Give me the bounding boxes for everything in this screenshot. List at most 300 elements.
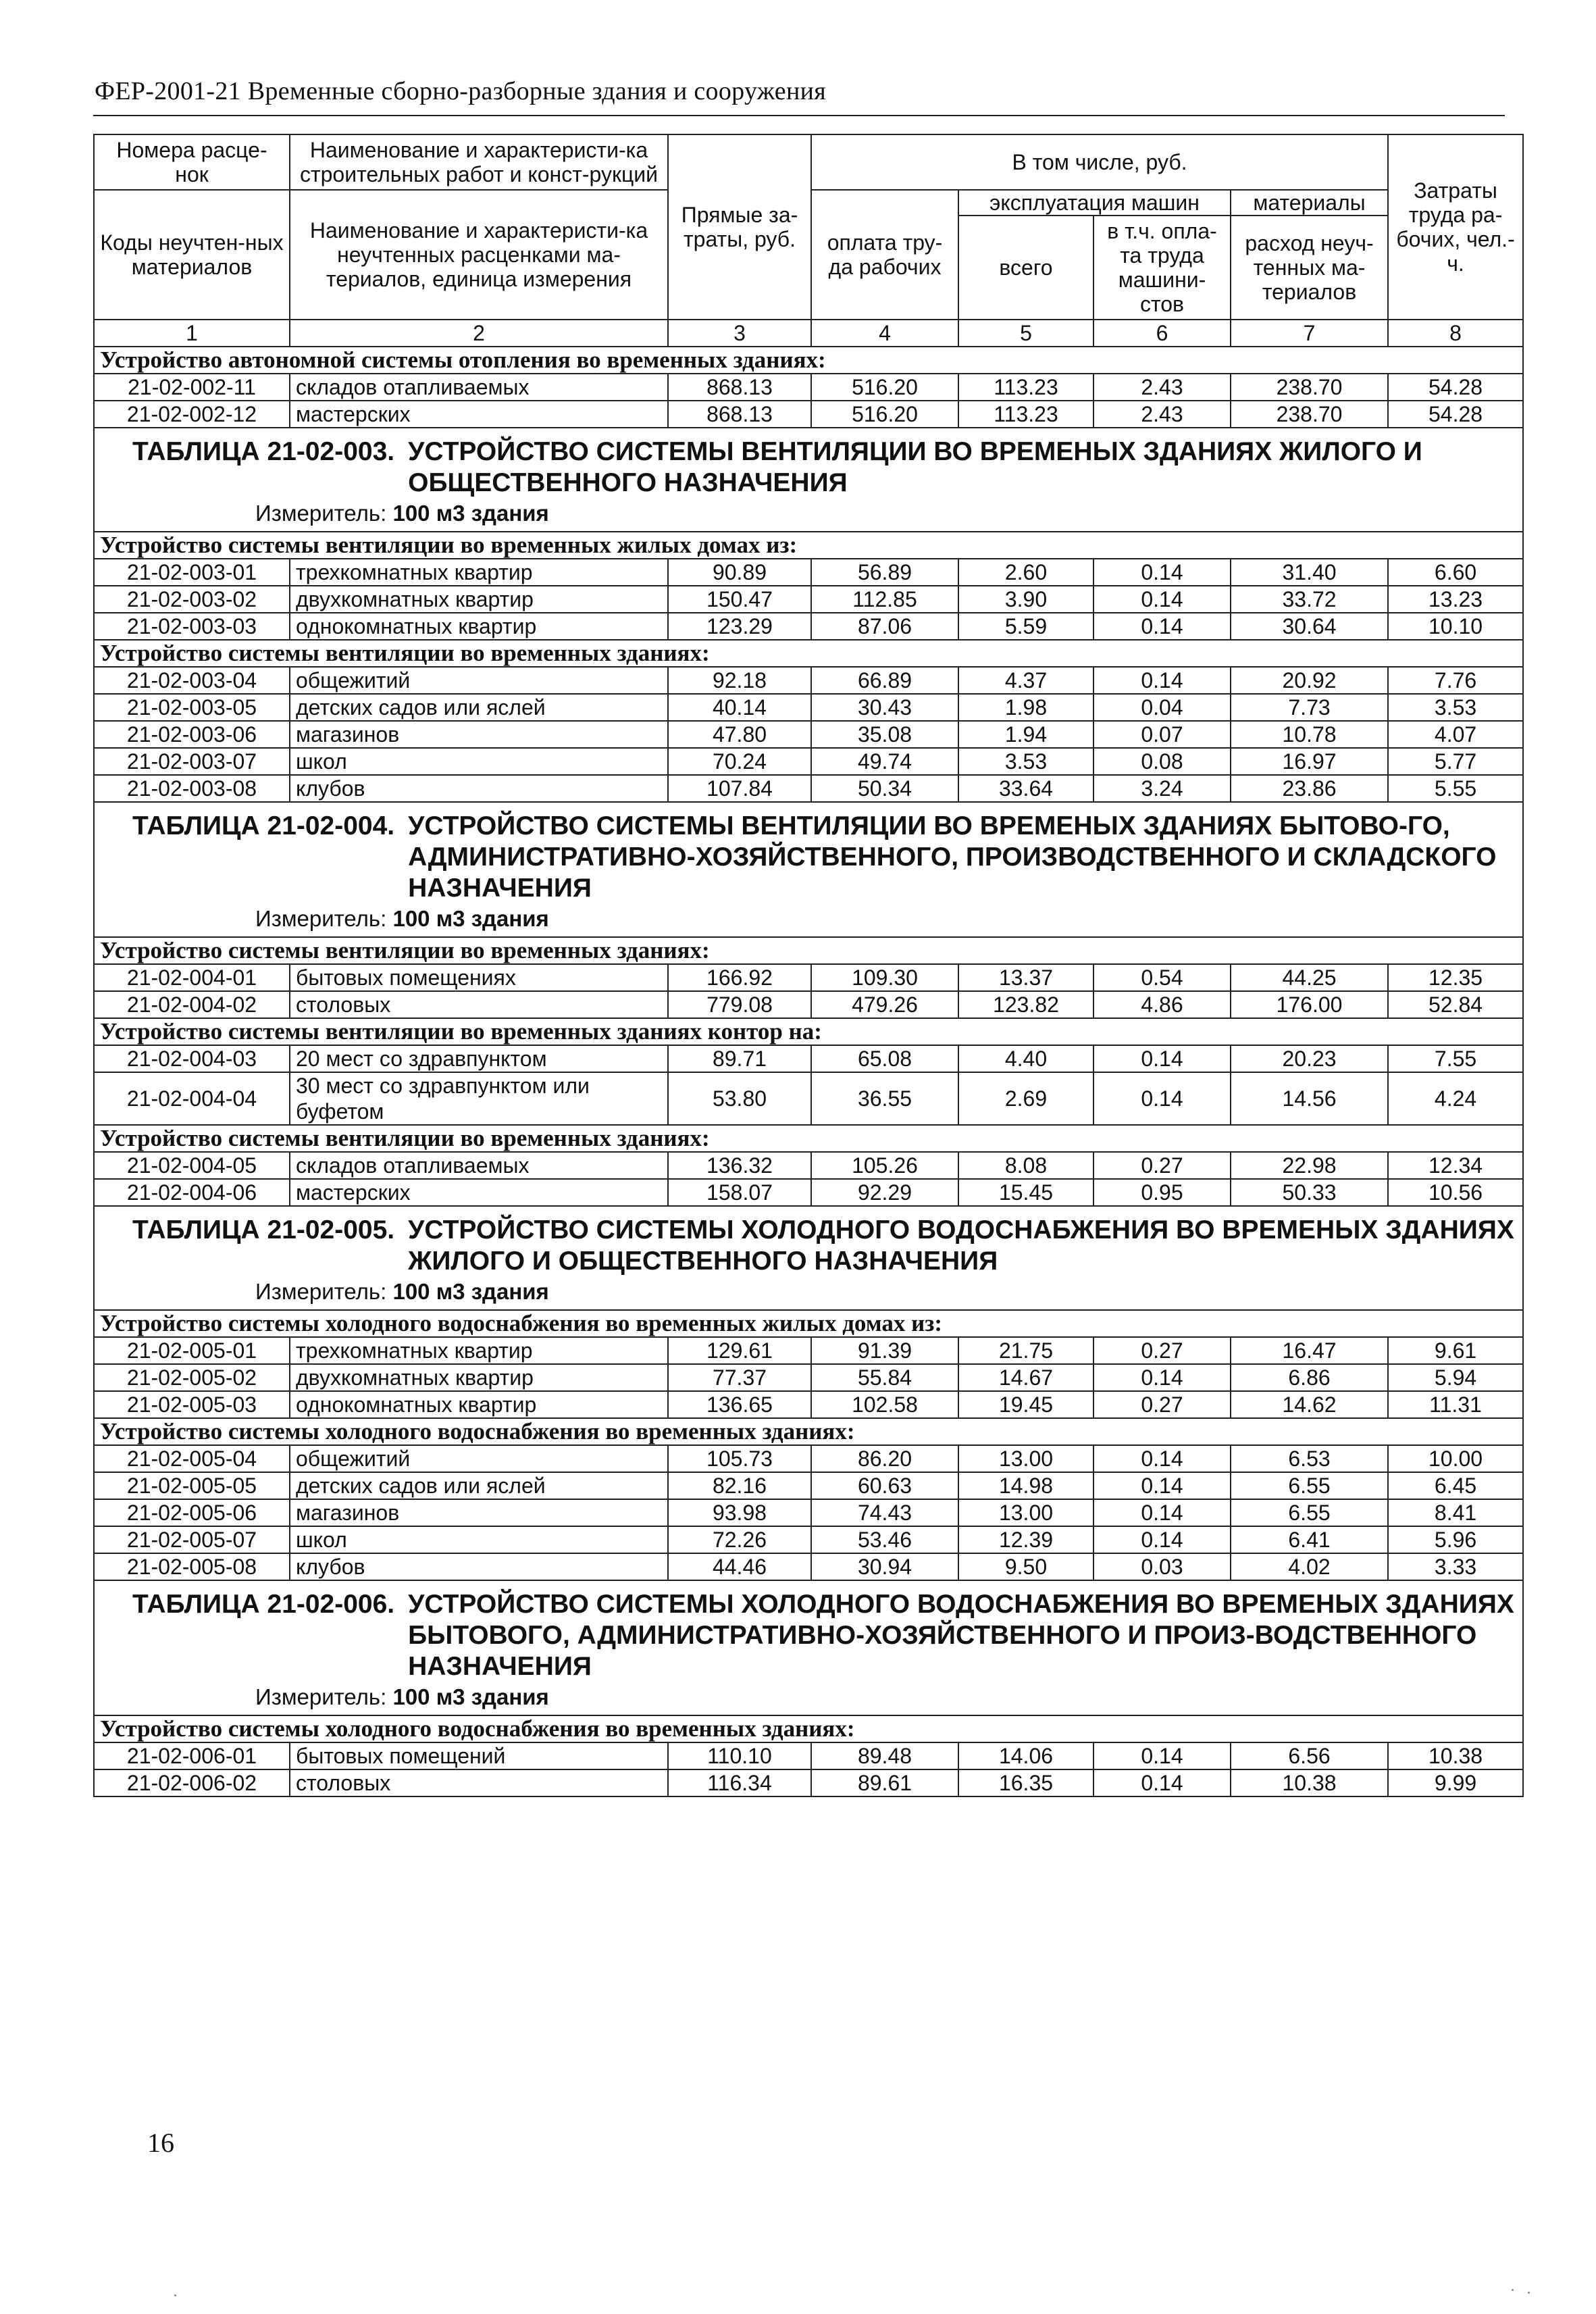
- rate-code-cell: 21-02-005-03: [94, 1391, 290, 1418]
- section-heading-row: [94, 1125, 1523, 1152]
- rate-code-cell: 21-02-004-02: [94, 991, 290, 1018]
- work-name-cell: школ: [290, 1526, 668, 1553]
- machinist-pay-cell: 0.14: [1093, 1742, 1231, 1769]
- labor-hours-cell: 5.94: [1388, 1364, 1523, 1391]
- machinist-pay-cell: 0.27: [1093, 1152, 1231, 1179]
- work-name-cell: клубов: [290, 775, 668, 802]
- labor-pay-cell: 87.06: [811, 613, 958, 640]
- labor-pay-cell: 55.84: [811, 1364, 958, 1391]
- labor-pay-cell: 109.30: [811, 964, 958, 991]
- machinist-pay-cell: 0.27: [1093, 1391, 1231, 1418]
- col-direct-cost-header: Прямые за-траты, руб.: [668, 134, 811, 320]
- direct-cost-cell: 110.10: [668, 1742, 811, 1769]
- work-name-cell: двухкомнатных квартир: [290, 586, 668, 613]
- direct-cost-cell: 779.08: [668, 991, 811, 1018]
- table-row: [94, 1499, 1523, 1526]
- rate-code-cell: 21-02-003-06: [94, 721, 290, 748]
- section-heading: Устройство системы холодного водоснабжения во временных зданиях:: [94, 1418, 1523, 1445]
- section-heading-row: [94, 1018, 1523, 1045]
- section-heading-row: [94, 1310, 1523, 1337]
- machines-cell: 2.60: [958, 559, 1093, 586]
- machines-cell: 14.06: [958, 1742, 1093, 1769]
- materials-cell: 6.53: [1231, 1445, 1388, 1472]
- materials-cell: 33.72: [1231, 586, 1388, 613]
- labor-pay-cell: 65.08: [811, 1045, 958, 1072]
- rate-code-cell: 21-02-005-06: [94, 1499, 290, 1526]
- materials-cell: 238.70: [1231, 401, 1388, 428]
- column-number: 7: [1231, 320, 1388, 347]
- labor-hours-cell: 12.35: [1388, 964, 1523, 991]
- machines-cell: 123.82: [958, 991, 1093, 1018]
- materials-cell: 238.70: [1231, 374, 1388, 401]
- work-name-cell: столовых: [290, 1769, 668, 1796]
- materials-cell: 23.86: [1231, 775, 1388, 802]
- machines-cell: 13.00: [958, 1499, 1093, 1526]
- measurement-value: 100 м3 здания: [392, 906, 549, 931]
- labor-hours-cell: 9.61: [1388, 1337, 1523, 1364]
- table-title-label: ТАБЛИЦА 21-02-003.: [132, 437, 395, 466]
- page-number: 16: [147, 2128, 174, 2158]
- table-title-row: [94, 428, 1523, 532]
- machinist-pay-cell: 3.24: [1093, 775, 1231, 802]
- labor-pay-cell: 74.43: [811, 1499, 958, 1526]
- labor-hours-cell: 10.00: [1388, 1445, 1523, 1472]
- section-heading-row: [94, 347, 1523, 374]
- machines-cell: 113.23: [958, 374, 1093, 401]
- machines-cell: 12.39: [958, 1526, 1093, 1553]
- labor-hours-cell: 11.31: [1388, 1391, 1523, 1418]
- table-title-cell: [94, 428, 1523, 532]
- materials-cell: 6.55: [1231, 1499, 1388, 1526]
- section-heading: Устройство системы вентиляции во временных зданиях:: [94, 937, 1523, 964]
- machinist-pay-cell: 0.95: [1093, 1179, 1231, 1206]
- section-heading-row: [94, 937, 1523, 964]
- labor-pay-cell: 89.48: [811, 1742, 958, 1769]
- direct-cost-cell: 92.18: [668, 667, 811, 694]
- direct-cost-cell: 136.32: [668, 1152, 811, 1179]
- rate-code-cell: 21-02-004-03: [94, 1045, 290, 1072]
- work-name-cell: клубов: [290, 1553, 668, 1580]
- table-row: [94, 1553, 1523, 1580]
- materials-cell: 20.23: [1231, 1045, 1388, 1072]
- labor-hours-cell: 12.34: [1388, 1152, 1523, 1179]
- machinist-pay-cell: 0.04: [1093, 694, 1231, 721]
- machinist-pay-cell: 0.14: [1093, 586, 1231, 613]
- machinist-pay-cell: 0.14: [1093, 1472, 1231, 1499]
- column-number-row: [94, 320, 1523, 347]
- rate-code-cell: 21-02-005-08: [94, 1553, 290, 1580]
- labor-hours-cell: 4.24: [1388, 1072, 1523, 1125]
- materials-cell: 16.97: [1231, 748, 1388, 775]
- machines-cell: 1.98: [958, 694, 1093, 721]
- table-title-text: УСТРОЙСТВО СИСТЕМЫ ВЕНТИЛЯЦИИ ВО ВРЕМЕНЫХ ЗДАНИЯХ ЖИЛОГО И ОБЩЕСТВЕННОГО НАЗНАЧЕНИЯ: [408, 437, 1422, 497]
- column-number: 8: [1388, 320, 1523, 347]
- direct-cost-cell: 123.29: [668, 613, 811, 640]
- col-material-name-header: Наименование и характеристи-ка неучтенных расценками ма-териалов, единица измерения: [290, 190, 668, 320]
- rate-code-cell: 21-02-003-08: [94, 775, 290, 802]
- section-heading: Устройство системы вентиляции во временных жилых домах из:: [94, 532, 1523, 559]
- machines-cell: 2.69: [958, 1072, 1093, 1125]
- labor-pay-cell: 50.34: [811, 775, 958, 802]
- direct-cost-cell: 105.73: [668, 1445, 811, 1472]
- machines-cell: 16.35: [958, 1769, 1093, 1796]
- labor-pay-cell: 30.43: [811, 694, 958, 721]
- labor-pay-cell: 92.29: [811, 1179, 958, 1206]
- col-machinist-pay-header: в т.ч. опла-та труда машини-стов: [1093, 216, 1231, 320]
- materials-cell: 4.02: [1231, 1553, 1388, 1580]
- labor-pay-cell: 516.20: [811, 401, 958, 428]
- work-name-cell: трехкомнатных квартир: [290, 1337, 668, 1364]
- direct-cost-cell: 93.98: [668, 1499, 811, 1526]
- table-title-row: [94, 802, 1523, 937]
- machinist-pay-cell: 0.08: [1093, 748, 1231, 775]
- labor-hours-cell: 8.41: [1388, 1499, 1523, 1526]
- machinist-pay-cell: 0.14: [1093, 559, 1231, 586]
- labor-pay-cell: 49.74: [811, 748, 958, 775]
- rate-code-cell: 21-02-003-04: [94, 667, 290, 694]
- col-work-name-header: Наименование и характеристи-ка строительных работ и конст-рукций: [290, 134, 668, 190]
- rate-code-cell: 21-02-003-01: [94, 559, 290, 586]
- work-name-cell: мастерских: [290, 1179, 668, 1206]
- labor-pay-cell: 60.63: [811, 1472, 958, 1499]
- table-row: [94, 1445, 1523, 1472]
- section-heading: Устройство автономной системы отопления во временных зданиях:: [94, 347, 1523, 374]
- direct-cost-cell: 166.92: [668, 964, 811, 991]
- table-title: [100, 428, 1517, 499]
- work-name-cell: детских садов или яслей: [290, 694, 668, 721]
- direct-cost-cell: 47.80: [668, 721, 811, 748]
- table-row: [94, 721, 1523, 748]
- scan-speck: [1528, 2292, 1530, 2294]
- labor-hours-cell: 54.28: [1388, 374, 1523, 401]
- machinist-pay-cell: 0.14: [1093, 613, 1231, 640]
- materials-cell: 10.78: [1231, 721, 1388, 748]
- labor-pay-cell: 91.39: [811, 1337, 958, 1364]
- machines-cell: 14.67: [958, 1364, 1093, 1391]
- machinist-pay-cell: 4.86: [1093, 991, 1231, 1018]
- labor-pay-cell: 516.20: [811, 374, 958, 401]
- col-material-use-header: расход неуч-тенных ма-териалов: [1231, 216, 1388, 320]
- labor-hours-cell: 7.55: [1388, 1045, 1523, 1072]
- table-row: [94, 694, 1523, 721]
- labor-hours-cell: 6.60: [1388, 559, 1523, 586]
- work-name-cell: однокомнатных квартир: [290, 1391, 668, 1418]
- measurement-label: Измеритель:: [255, 906, 387, 931]
- measurement-label: Измеритель:: [255, 1684, 387, 1709]
- table-title-text: УСТРОЙСТВО СИСТЕМЫ ХОЛОДНОГО ВОДОСНАБЖЕНИЯ ВО ВРЕМЕНЫХ ЗДАНИЯХ БЫТОВОГО, АДМИНИСТРАТИВНО-ХОЗЯЙСТВЕННОГО И ПРОИЗ-ВОДСТВЕННОГО НАЗНАЧЕНИЯ: [408, 1590, 1514, 1681]
- table-body: [94, 347, 1523, 1796]
- rate-code-cell: 21-02-004-01: [94, 964, 290, 991]
- work-name-cell: общежитий: [290, 1445, 668, 1472]
- direct-cost-cell: 158.07: [668, 1179, 811, 1206]
- table-row: [94, 748, 1523, 775]
- direct-cost-cell: 53.80: [668, 1072, 811, 1125]
- direct-cost-cell: 107.84: [668, 775, 811, 802]
- machines-cell: 21.75: [958, 1337, 1093, 1364]
- materials-cell: 6.86: [1231, 1364, 1388, 1391]
- machines-cell: 19.45: [958, 1391, 1093, 1418]
- work-name-cell: школ: [290, 748, 668, 775]
- machinist-pay-cell: 0.07: [1093, 721, 1231, 748]
- col-labor-hours-header: Затраты труда ра-бочих, чел.-ч.: [1388, 134, 1523, 320]
- running-header: ФЕР-2001-21 Временные сборно-разборные здания и сооружения: [95, 77, 827, 105]
- labor-hours-cell: 5.77: [1388, 748, 1523, 775]
- table-row: [94, 1364, 1523, 1391]
- work-name-cell: складов отапливаемых: [290, 374, 668, 401]
- rate-code-cell: 21-02-004-05: [94, 1152, 290, 1179]
- work-name-cell: складов отапливаемых: [290, 1152, 668, 1179]
- labor-hours-cell: 5.96: [1388, 1526, 1523, 1553]
- rate-code-cell: 21-02-002-12: [94, 401, 290, 428]
- materials-cell: 176.00: [1231, 991, 1388, 1018]
- machinist-pay-cell: 0.14: [1093, 1445, 1231, 1472]
- direct-cost-cell: 150.47: [668, 586, 811, 613]
- scan-speck: [1512, 2289, 1514, 2291]
- materials-cell: 6.56: [1231, 1742, 1388, 1769]
- labor-pay-cell: 35.08: [811, 721, 958, 748]
- machines-cell: 1.94: [958, 721, 1093, 748]
- col-labor-pay-header: оплата тру-да рабочих: [811, 190, 958, 320]
- direct-cost-cell: 868.13: [668, 374, 811, 401]
- table-row: [94, 1152, 1523, 1179]
- scan-speck: [174, 2294, 176, 2296]
- labor-hours-cell: 10.38: [1388, 1742, 1523, 1769]
- materials-cell: 6.41: [1231, 1526, 1388, 1553]
- direct-cost-cell: 77.37: [668, 1364, 811, 1391]
- machinist-pay-cell: 0.27: [1093, 1337, 1231, 1364]
- labor-hours-cell: 52.84: [1388, 991, 1523, 1018]
- labor-hours-cell: 54.28: [1388, 401, 1523, 428]
- measurement-unit: [100, 499, 1517, 531]
- labor-pay-cell: 30.94: [811, 1553, 958, 1580]
- table-title-cell: [94, 1580, 1523, 1715]
- machinist-pay-cell: 2.43: [1093, 401, 1231, 428]
- work-name-cell: магазинов: [290, 721, 668, 748]
- machines-cell: 3.53: [958, 748, 1093, 775]
- machines-cell: 3.90: [958, 586, 1093, 613]
- rate-code-cell: 21-02-003-07: [94, 748, 290, 775]
- section-heading: Устройство системы вентиляции во временных зданиях:: [94, 640, 1523, 667]
- work-name-cell: трехкомнатных квартир: [290, 559, 668, 586]
- work-name-cell: бытовых помещений: [290, 1742, 668, 1769]
- col-group-header: В том числе, руб.: [811, 134, 1388, 190]
- col-machines-header: эксплуатация машин: [958, 190, 1231, 216]
- labor-hours-cell: 3.53: [1388, 694, 1523, 721]
- rate-code-cell: 21-02-003-03: [94, 613, 290, 640]
- rate-code-cell: 21-02-005-01: [94, 1337, 290, 1364]
- materials-cell: 16.47: [1231, 1337, 1388, 1364]
- table-row: [94, 1472, 1523, 1499]
- table-row: [94, 667, 1523, 694]
- rates-table: [93, 134, 1524, 1797]
- header-rule: [93, 115, 1505, 116]
- table-row: [94, 1391, 1523, 1418]
- direct-cost-cell: 136.65: [668, 1391, 811, 1418]
- table-row: [94, 401, 1523, 428]
- machinist-pay-cell: 2.43: [1093, 374, 1231, 401]
- table-row: [94, 991, 1523, 1018]
- labor-hours-cell: 7.76: [1388, 667, 1523, 694]
- materials-cell: 14.56: [1231, 1072, 1388, 1125]
- section-heading-row: [94, 532, 1523, 559]
- work-name-cell: общежитий: [290, 667, 668, 694]
- machines-cell: 5.59: [958, 613, 1093, 640]
- labor-pay-cell: 89.61: [811, 1769, 958, 1796]
- table-row: [94, 374, 1523, 401]
- section-heading: Устройство системы холодного водоснабжения во временных зданиях:: [94, 1715, 1523, 1742]
- section-heading-row: [94, 1715, 1523, 1742]
- labor-pay-cell: 66.89: [811, 667, 958, 694]
- measurement-unit: [100, 904, 1517, 936]
- labor-pay-cell: 36.55: [811, 1072, 958, 1125]
- col-materials-header: материалы: [1231, 190, 1388, 216]
- table-row: [94, 1742, 1523, 1769]
- rate-code-cell: 21-02-004-06: [94, 1179, 290, 1206]
- table-title: [100, 1581, 1517, 1682]
- measurement-value: 100 м3 здания: [392, 501, 549, 526]
- work-name-cell: детских садов или яслей: [290, 1472, 668, 1499]
- machinist-pay-cell: 0.14: [1093, 1526, 1231, 1553]
- machines-cell: 8.08: [958, 1152, 1093, 1179]
- materials-cell: 20.92: [1231, 667, 1388, 694]
- labor-hours-cell: 9.99: [1388, 1769, 1523, 1796]
- machinist-pay-cell: 0.14: [1093, 1499, 1231, 1526]
- section-heading-row: [94, 1418, 1523, 1445]
- rate-code-cell: 21-02-006-02: [94, 1769, 290, 1796]
- table-title: [100, 803, 1517, 904]
- column-number: 3: [668, 320, 811, 347]
- work-name-cell: двухкомнатных квартир: [290, 1364, 668, 1391]
- table-row: [94, 613, 1523, 640]
- rate-code-cell: 21-02-006-01: [94, 1742, 290, 1769]
- materials-cell: 31.40: [1231, 559, 1388, 586]
- rate-code-cell: 21-02-004-04: [94, 1072, 290, 1125]
- measurement-unit: [100, 1277, 1517, 1309]
- col-machines-total-header: всего: [958, 216, 1093, 320]
- work-name-cell: однокомнатных квартир: [290, 613, 668, 640]
- machinist-pay-cell: 0.14: [1093, 1072, 1231, 1125]
- column-number: 4: [811, 320, 958, 347]
- machines-cell: 13.00: [958, 1445, 1093, 1472]
- table-title-cell: [94, 802, 1523, 937]
- table-row: [94, 775, 1523, 802]
- materials-cell: 22.98: [1231, 1152, 1388, 1179]
- work-name-cell: бытовых помещениях: [290, 964, 668, 991]
- table-row: [94, 964, 1523, 991]
- direct-cost-cell: 70.24: [668, 748, 811, 775]
- labor-pay-cell: 112.85: [811, 586, 958, 613]
- col-material-code-header: Коды неучтен-ных материалов: [94, 190, 290, 320]
- rate-code-cell: 21-02-003-02: [94, 586, 290, 613]
- direct-cost-cell: 40.14: [668, 694, 811, 721]
- measurement-label: Измеритель:: [255, 1279, 387, 1304]
- machines-cell: 13.37: [958, 964, 1093, 991]
- labor-pay-cell: 56.89: [811, 559, 958, 586]
- measurement-value: 100 м3 здания: [392, 1684, 549, 1709]
- materials-cell: 50.33: [1231, 1179, 1388, 1206]
- labor-hours-cell: 5.55: [1388, 775, 1523, 802]
- col-rate-number-header: Номера расце-нок: [94, 134, 290, 190]
- table-row: [94, 1769, 1523, 1796]
- measurement-label: Измеритель:: [255, 501, 387, 526]
- work-name-cell: мастерских: [290, 401, 668, 428]
- column-number: 2: [290, 320, 668, 347]
- rate-code-cell: 21-02-002-11: [94, 374, 290, 401]
- table-row: [94, 1072, 1523, 1125]
- machinist-pay-cell: 0.14: [1093, 667, 1231, 694]
- table-title-row: [94, 1580, 1523, 1715]
- work-name-cell: столовых: [290, 991, 668, 1018]
- rate-code-cell: 21-02-005-04: [94, 1445, 290, 1472]
- direct-cost-cell: 82.16: [668, 1472, 811, 1499]
- table-title: [100, 1207, 1517, 1277]
- rate-code-cell: 21-02-005-02: [94, 1364, 290, 1391]
- labor-hours-cell: 10.56: [1388, 1179, 1523, 1206]
- machinist-pay-cell: 0.03: [1093, 1553, 1231, 1580]
- machines-cell: 9.50: [958, 1553, 1093, 1580]
- table-row: [94, 1045, 1523, 1072]
- column-number: 6: [1093, 320, 1231, 347]
- materials-cell: 6.55: [1231, 1472, 1388, 1499]
- table-title-cell: [94, 1206, 1523, 1310]
- labor-hours-cell: 10.10: [1388, 613, 1523, 640]
- labor-pay-cell: 479.26: [811, 991, 958, 1018]
- section-heading-row: [94, 640, 1523, 667]
- section-heading: Устройство системы вентиляции во временных зданиях контор на:: [94, 1018, 1523, 1045]
- materials-cell: 30.64: [1231, 613, 1388, 640]
- labor-hours-cell: 4.07: [1388, 721, 1523, 748]
- table-row: [94, 1337, 1523, 1364]
- machinist-pay-cell: 0.14: [1093, 1364, 1231, 1391]
- machines-cell: 14.98: [958, 1472, 1093, 1499]
- table-title-row: [94, 1206, 1523, 1310]
- labor-hours-cell: 6.45: [1388, 1472, 1523, 1499]
- section-heading: Устройство системы холодного водоснабжения во временных жилых домах из:: [94, 1310, 1523, 1337]
- materials-cell: 10.38: [1231, 1769, 1388, 1796]
- column-number: 1: [94, 320, 290, 347]
- labor-hours-cell: 3.33: [1388, 1553, 1523, 1580]
- labor-hours-cell: 13.23: [1388, 586, 1523, 613]
- machinist-pay-cell: 0.14: [1093, 1769, 1231, 1796]
- direct-cost-cell: 44.46: [668, 1553, 811, 1580]
- column-number: 5: [958, 320, 1093, 347]
- work-name-cell: магазинов: [290, 1499, 668, 1526]
- rate-code-cell: 21-02-005-07: [94, 1526, 290, 1553]
- table-title-text: УСТРОЙСТВО СИСТЕМЫ ВЕНТИЛЯЦИИ ВО ВРЕМЕНЫХ ЗДАНИЯХ БЫТОВО-ГО, АДМИНИСТРАТИВНО-ХОЗЯЙСТВЕННОГО, ПРОИЗВОДСТВЕННОГО И СКЛАДСКОГО НАЗНАЧЕНИЯ: [408, 811, 1497, 903]
- labor-pay-cell: 53.46: [811, 1526, 958, 1553]
- rate-code-cell: 21-02-005-05: [94, 1472, 290, 1499]
- table-title-label: ТАБЛИЦА 21-02-005.: [132, 1215, 395, 1244]
- table-row: [94, 559, 1523, 586]
- work-name-cell: 30 мест со здравпунктом или буфетом: [290, 1072, 668, 1125]
- table-title-label: ТАБЛИЦА 21-02-004.: [132, 811, 395, 840]
- machines-cell: 4.37: [958, 667, 1093, 694]
- machines-cell: 4.40: [958, 1045, 1093, 1072]
- materials-cell: 44.25: [1231, 964, 1388, 991]
- table-row: [94, 1526, 1523, 1553]
- measurement-value: 100 м3 здания: [392, 1279, 549, 1304]
- labor-pay-cell: 105.26: [811, 1152, 958, 1179]
- table-row: [94, 586, 1523, 613]
- table-title-text: УСТРОЙСТВО СИСТЕМЫ ХОЛОДНОГО ВОДОСНАБЖЕНИЯ ВО ВРЕМЕНЫХ ЗДАНИЯХ ЖИЛОГО И ОБЩЕСТВЕННОГО НАЗНАЧЕНИЯ: [408, 1215, 1514, 1276]
- materials-cell: 14.62: [1231, 1391, 1388, 1418]
- machinist-pay-cell: 0.14: [1093, 1045, 1231, 1072]
- labor-pay-cell: 86.20: [811, 1445, 958, 1472]
- rate-code-cell: 21-02-003-05: [94, 694, 290, 721]
- table-header: [94, 134, 1523, 347]
- direct-cost-cell: 72.26: [668, 1526, 811, 1553]
- work-name-cell: 20 мест со здравпунктом: [290, 1045, 668, 1072]
